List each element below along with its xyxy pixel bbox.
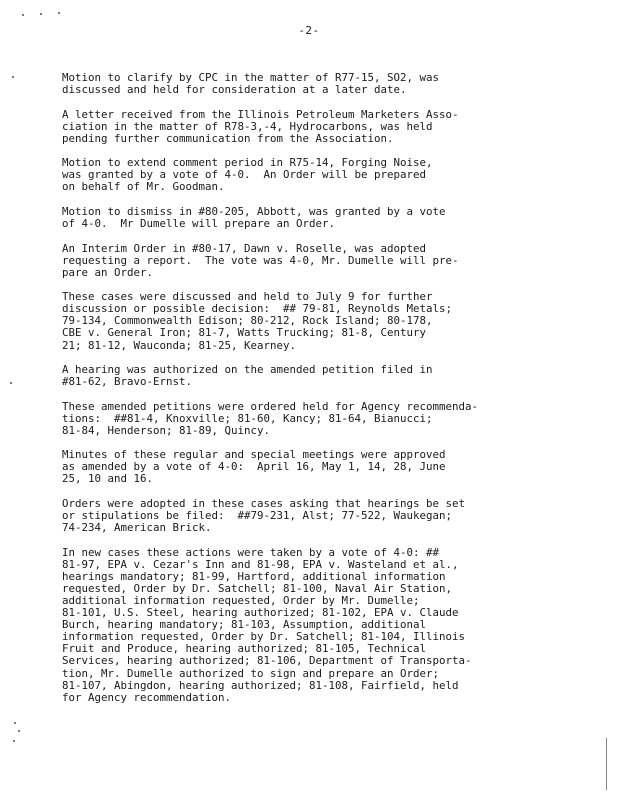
paragraph-line: discussion or possible decision: ## 79-81, Reynolds Metals; [62, 302, 453, 316]
paragraph-line: 74-234, American Brick. [62, 521, 212, 535]
paragraph-line: requesting a report. The vote was 4-0, Mr. Dumelle will pre- [62, 253, 459, 267]
paragraph [62, 109, 510, 145]
paragraph-line: as amended by a vote of 4-0: April 16, May 1, 14, 28, June [62, 460, 446, 474]
paragraph-line: Minutes of these regular and special meetings were approved [62, 448, 446, 462]
paragraph-line: Services, hearing authorized; 81-106, Department of Transporta- [62, 654, 472, 668]
paragraph [62, 547, 510, 704]
paragraph [62, 243, 510, 279]
scan-speck [18, 730, 20, 732]
paragraph-line: for Agency recommendation. [62, 690, 232, 704]
paragraph-line: Orders were adopted in these cases asking that hearings be set [62, 496, 466, 510]
paragraph [62, 401, 510, 437]
paragraph-line: 25, 10 and 16. [62, 472, 154, 486]
paragraph-line: An Interim Order in #80-17, Dawn v. Roselle, was adopted [62, 241, 427, 255]
page-number: -2- [298, 24, 320, 37]
paragraph-line: 81-84, Henderson; 81-89, Quincy. [62, 423, 271, 437]
paragraph-line: Motion to clarify by CPC in the matter of R77-15, SO2, was [62, 71, 440, 84]
paragraph [62, 157, 510, 193]
paragraph-line: A letter received from the Illinois Petroleum Marketers Asso- [62, 107, 459, 121]
scan-speck [22, 14, 24, 16]
paragraph-line: 81-97, EPA v. Cezar's Inn and 81-98, EPA v. Wasteland et al., [62, 557, 459, 571]
paragraph [62, 206, 510, 230]
paragraph-line: pare an Order. [62, 265, 154, 279]
paragraph-line: These cases were discussed and held to July 9 for further [62, 290, 433, 304]
paragraph-line: 21; 81-12, Wauconda; 81-25, Kearney. [62, 338, 297, 352]
paragraph-line: tions: ##81-4, Knoxville; 81-60, Kancy; 81-64, Bianucci; [62, 411, 433, 425]
paragraph-line: 79-134, Commonwealth Edison; 80-212, Rock Island; 80-178, [62, 314, 433, 328]
paragraph-line: #81-62, Bravo-Ernst. [62, 375, 193, 389]
paragraph-line: hearings mandatory; 81-99, Hartford, additional information [62, 569, 446, 583]
scan-speck [40, 13, 42, 15]
paragraph-line: Motion to dismiss in #80-205, Abbott, was granted by a vote [62, 204, 446, 218]
scan-speck [12, 76, 14, 78]
paragraph-line: information requested, Order by Dr. Satchell; 81-104, Illinois [62, 630, 466, 644]
paragraph-line: pending further communication from the Association. [62, 131, 394, 145]
minutes-body [62, 72, 510, 716]
scan-speck [14, 722, 16, 724]
paragraph [62, 449, 510, 485]
paragraph [62, 364, 510, 388]
paragraph-line: CBE v. General Iron; 81-7, Watts Trucking; 81-8, Century [62, 326, 427, 340]
scan-speck [10, 382, 12, 384]
paragraph-line: ciation in the matter of R78-3,-4, Hydrocarbons, was held [62, 119, 433, 133]
paragraph-line: 81-101, U.S. Steel, hearing authorized; 81-102, EPA v. Claude [62, 606, 459, 620]
paragraph [62, 291, 510, 351]
paragraph-line: or stipulations be filed: ##79-231, Alst; 77-522, Waukegan; [62, 509, 453, 523]
scan-speck [13, 740, 15, 742]
paragraph-line: In new cases these actions were taken by a vote of 4-0: ## [62, 545, 440, 559]
paragraph [62, 498, 510, 534]
paragraph-line: requested, Order by Dr. Satchell; 81-100, Naval Air Station, [62, 581, 453, 595]
paragraph-line: on behalf of Mr. Goodman. [62, 180, 225, 194]
paragraph-line: These amended petitions were ordered held for Agency recommenda- [62, 399, 479, 413]
paragraph-line: Fruit and Produce, hearing authorized; 81-105, Technical [62, 642, 427, 656]
scan-speck [58, 12, 60, 14]
paragraph-line: 81-107, Abingdon, hearing authorized; 81-108, Fairfield, held [62, 678, 459, 692]
paragraph-line: additional information requested, Order by Mr. Dumelle; [62, 594, 420, 607]
paragraph-line: A hearing was authorized on the amended petition filed in [62, 363, 433, 377]
scan-edge-line [606, 738, 607, 790]
paragraph-line: tion, Mr. Dumelle authorized to sign and prepare an Order; [62, 666, 440, 680]
paragraph-line: was granted by a vote of 4-0. An Order will be prepared [62, 168, 427, 182]
paragraph-line: of 4-0. Mr Dumelle will prepare an Order. [62, 217, 336, 231]
paragraph [62, 72, 510, 96]
paragraph-line: discussed and held for consideration at a later date. [62, 83, 407, 97]
paragraph-line: Motion to extend comment period in R75-14, Forging Noise, [62, 156, 433, 170]
paragraph-line: Burch, hearing mandatory; 81-103, Assumption, additional [62, 618, 427, 632]
